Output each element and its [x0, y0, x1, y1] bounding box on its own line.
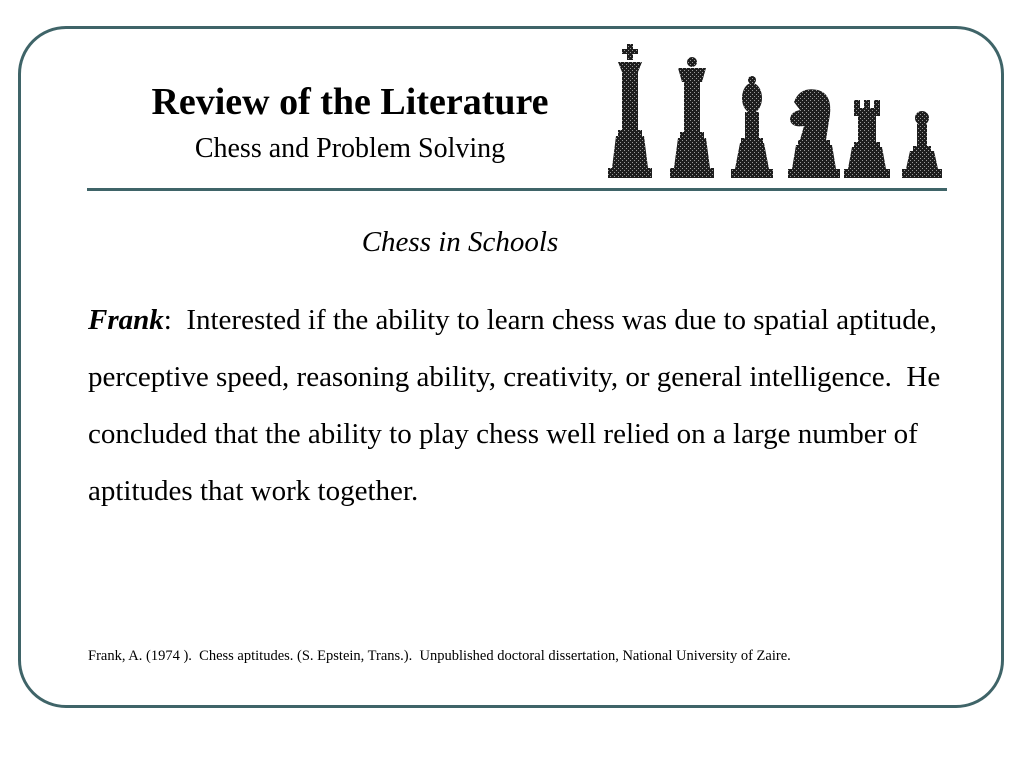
chess-pawn-icon: [902, 111, 942, 178]
slide-subtitle: Chess and Problem Solving: [194, 133, 506, 164]
section-heading: Chess in Schools: [361, 226, 559, 258]
slide-title: Review of the Literature: [151, 81, 549, 123]
author-name: Frank: [88, 304, 164, 336]
body-text: Interested if the ability to learn chess was due to spatial aptitude, perceptive speed, reasoning ability, creativity, or general intelligence. He concluded that the ability to play chess well relied on a large number of aptitudes that work together.: [88, 304, 948, 507]
citation-text: Frank, A. (1974 ). Chess aptitudes. (S. Epstein, Trans.). Unpublished doctoral dissertation, National University of Zaire.: [88, 648, 791, 664]
chess-bishop-icon: [731, 76, 773, 178]
chess-knight-icon: [788, 89, 840, 178]
chess-rook-icon: [844, 100, 890, 178]
author-separator: :: [163, 304, 172, 336]
title-divider: [87, 188, 947, 191]
chess-king-icon: [608, 44, 652, 178]
chess-pieces-image: [604, 42, 949, 182]
chess-queen-icon: [670, 57, 714, 178]
body-paragraph: [88, 292, 948, 520]
